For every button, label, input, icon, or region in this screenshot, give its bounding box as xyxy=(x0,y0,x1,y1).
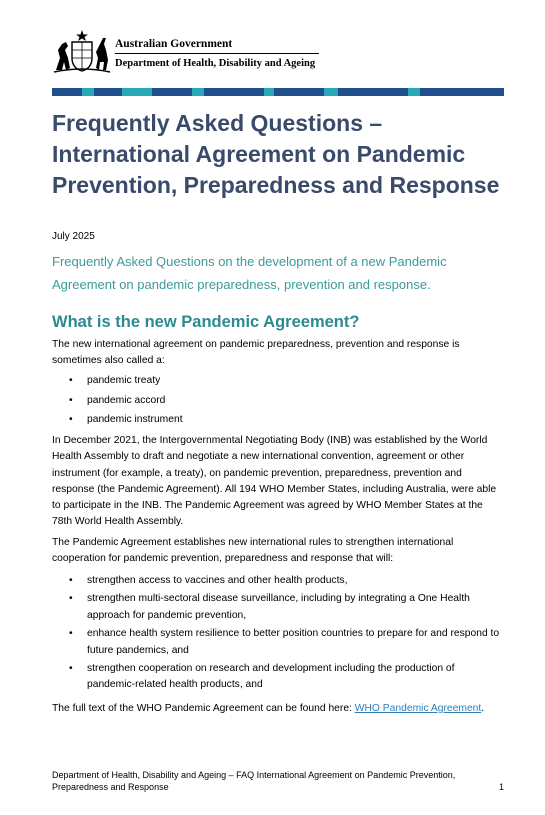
intro-paragraph: The new international agreement on pandemic preparedness, prevention and response is sometimes also called a: xyxy=(52,339,460,367)
purpose-paragraph: The Pandemic Agreement establishes new international rules to strengthen international cooperation for pandemic prevention, preparedness and response that will: xyxy=(52,537,454,565)
list-item: • strengthen cooperation on research and development including the production of pandemic-related health products, and xyxy=(52,661,504,694)
inb-paragraph: In December 2021, the Intergovernmental Negotiating Body (INB) was established by the World Health Assembly to draft and negotiate a new international convention, agreement or other instrument (for example, a treaty), on pandemic prevention, preparedness, prevention and response (the Pandemic Agreement). All 194 WHO Member States, including Australia, were able to participate in the INB. The Pandemic Agreement was agreed by WHO Member States at the 78th World Health Assembly. xyxy=(52,435,497,528)
list-item: • enhance health system resilience to better position countries to prepare for and respond to future pandemics, and xyxy=(52,626,504,659)
list-item: • pandemic treaty xyxy=(52,373,504,389)
section-heading: What is the new Pandemic Agreement? xyxy=(52,313,360,331)
aliases-list xyxy=(52,373,504,428)
list-item: • strengthen multi-sectoral disease surveillance, including by integrating a One Health approach for pandemic prevention, xyxy=(52,591,504,624)
page-number: 1 xyxy=(498,782,504,792)
page-title: Frequently Asked Questions – International Agreement on Pandemic Prevention, Preparedness and Response xyxy=(52,110,500,198)
list-item: • strengthen access to vaccines and other health products, xyxy=(52,573,504,589)
header-divider xyxy=(115,53,319,54)
decorative-stripe xyxy=(52,88,504,96)
page-footer xyxy=(52,769,504,793)
page-subtitle: Frequently Asked Questions on the development of a new Pandemic Agreement on pandemic preparedness, prevention and response. xyxy=(52,254,447,292)
full-text-prefix: The full text of the WHO Pandemic Agreement can be found here: xyxy=(52,703,355,714)
goals-list xyxy=(52,573,504,694)
footer-text: Department of Health, Disability and Ageing – FAQ International Agreement on Pandemic Prevention, Preparedness and Response xyxy=(52,770,456,792)
coat-of-arms-icon xyxy=(52,28,112,74)
list-item: • pandemic accord xyxy=(52,393,504,409)
publication-date: July 2025 xyxy=(52,231,95,242)
list-item: • pandemic instrument xyxy=(52,412,504,428)
government-name: Australian Government xyxy=(115,38,233,50)
full-text-suffix: . xyxy=(481,703,485,714)
department-name: Department of Health, Disability and Ageing xyxy=(115,58,316,69)
who-agreement-link[interactable]: WHO Pandemic Agreement xyxy=(354,703,482,714)
full-text-paragraph xyxy=(52,701,504,717)
header xyxy=(52,28,322,78)
